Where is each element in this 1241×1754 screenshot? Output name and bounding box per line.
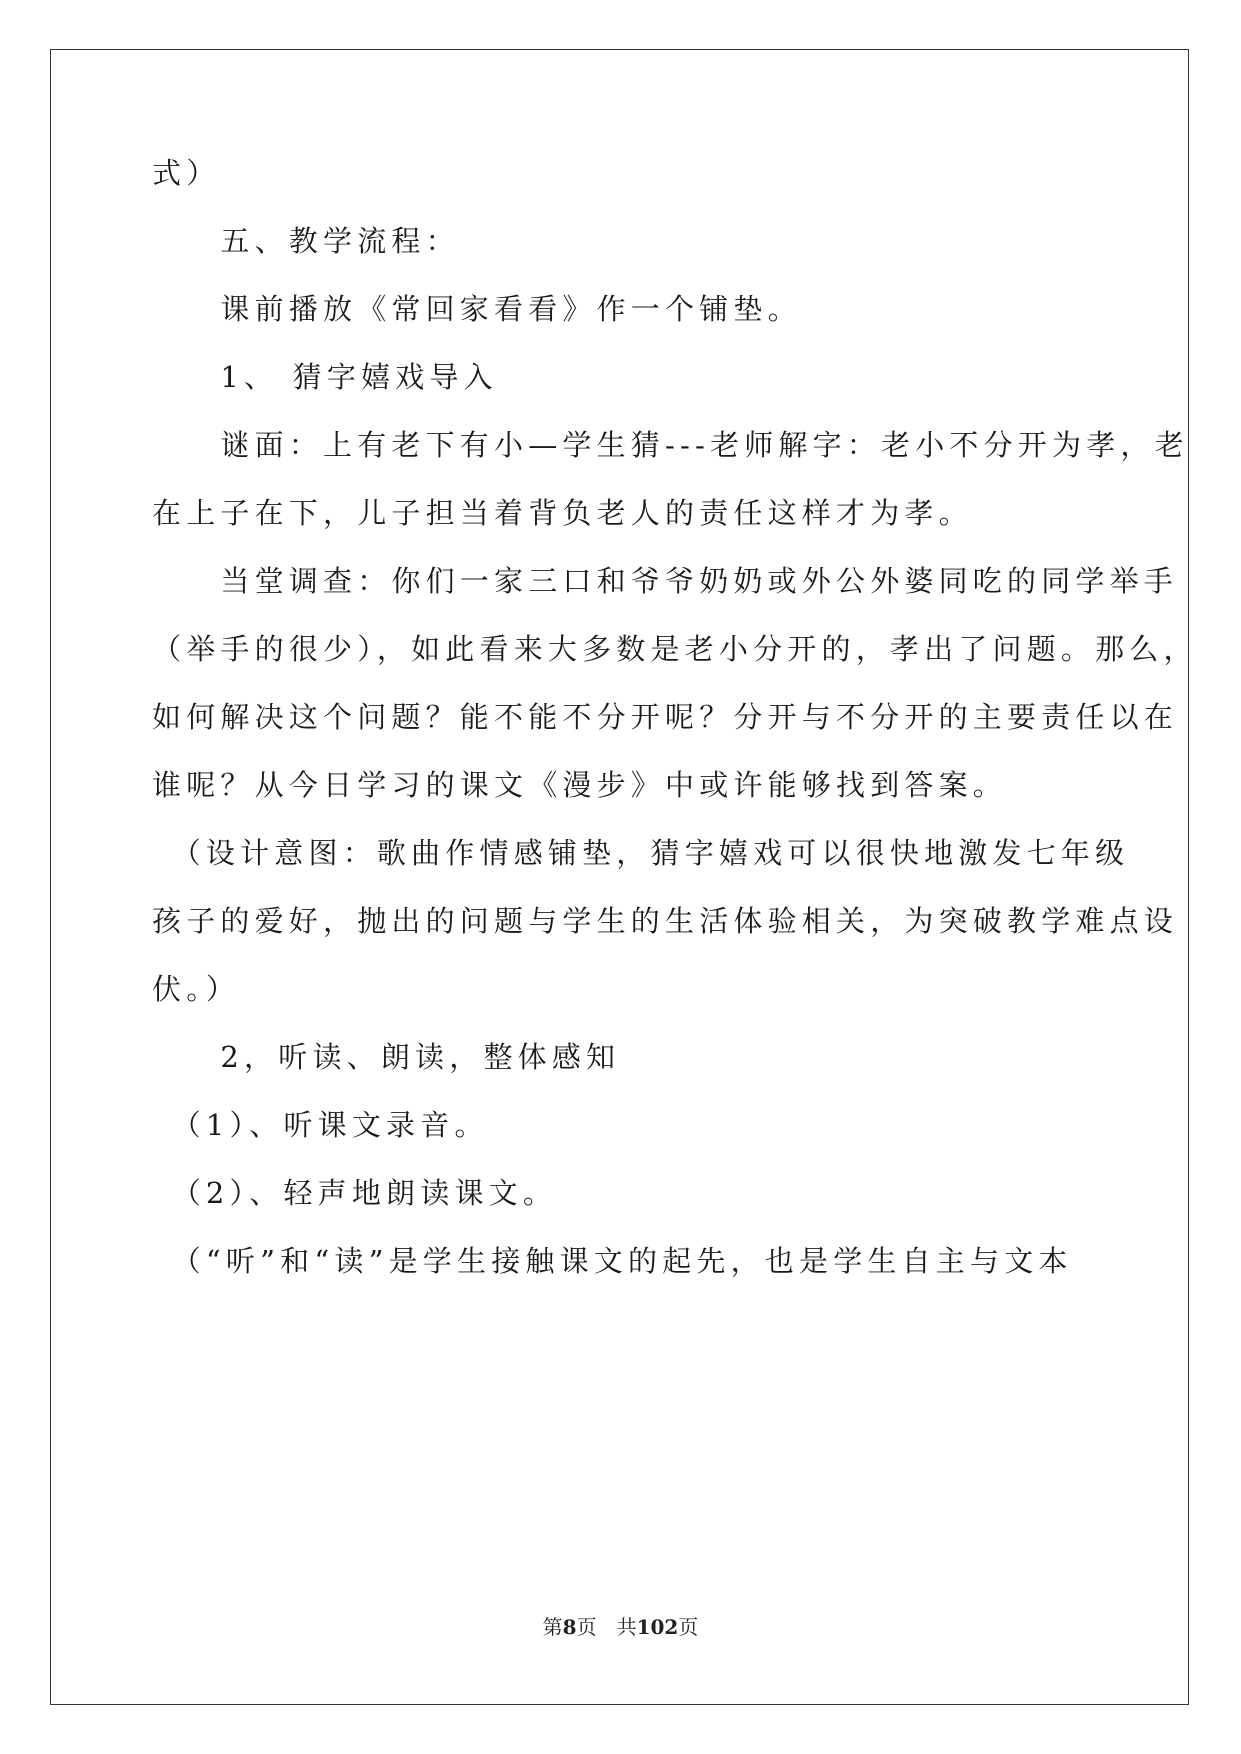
text-line: 如何解决这个问题？能不能不分开呢？分开与不分开的主要责任以在 <box>152 700 1179 734</box>
text-line: （2）、轻声地朗读课文。 <box>152 1176 558 1210</box>
text-line: 课前播放《常回家看看》作一个铺垫。 <box>152 292 802 326</box>
text-line: 孩子的爱好，抛出的问题与学生的生活体验相关，为突破教学难点设 <box>152 904 1179 938</box>
step-heading: 1、 猜字嬉戏导入 <box>152 360 498 394</box>
footer-prefix: 第 <box>542 1615 563 1639</box>
text-line: 谜面：上有老下有小—学生猜---老师解字：老小不分开为孝，老 <box>152 428 1189 462</box>
text-line: （设计意图：歌曲作情感铺垫，猜字嬉戏可以很快地激发七年级 <box>152 836 1130 870</box>
text-line: （举手的很少），如此看来大多数是老小分开的，孝出了问题。那么， <box>152 632 1198 666</box>
footer-mid: 页 共 <box>576 1615 637 1639</box>
text-line: （1）、听课文录音。 <box>152 1108 489 1142</box>
text-line: 当堂调查：你们一家三口和爷爷奶奶或外公外婆同吃的同学举手 <box>152 564 1179 598</box>
section-heading: 五、教学流程： <box>152 224 460 258</box>
text-line: 伏。） <box>152 972 241 1006</box>
step-heading: 2，听读、朗读，整体感知 <box>152 1040 621 1074</box>
current-page-number: 8 <box>562 1615 577 1639</box>
text-line: （“听”和“读”是学生接触课文的起先，也是学生自主与文本 <box>152 1244 1073 1278</box>
text-line: 谁呢？从今日学习的课文《漫步》中或许能够找到答案。 <box>152 768 1008 802</box>
text-line: 式） <box>152 156 221 190</box>
total-page-number: 102 <box>636 1615 679 1639</box>
text-line: 在上子在下，儿子担当着背负老人的责任这样才为孝。 <box>152 496 973 530</box>
footer-suffix: 页 <box>678 1615 699 1639</box>
page-footer <box>0 1613 1241 1641</box>
